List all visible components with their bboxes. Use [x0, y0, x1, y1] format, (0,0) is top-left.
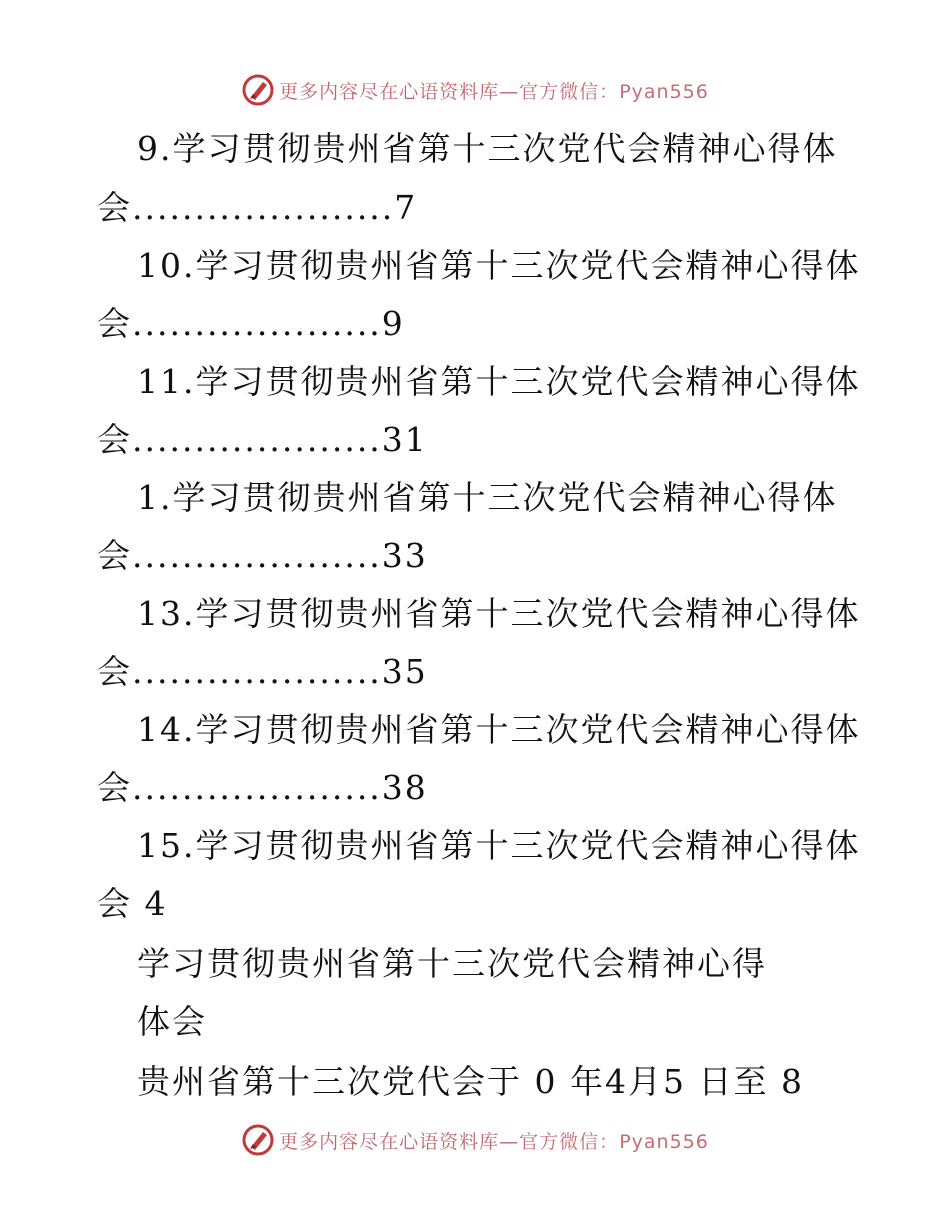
article-title-cont: 体会 — [137, 1002, 207, 1041]
toc-entry-page: 会....................38 — [97, 768, 428, 807]
banner-text: 更多内容尽在心语资料库—官方微信：Pyan556 — [279, 1130, 709, 1153]
toc-entry-page: 会.....................7 — [97, 188, 418, 227]
pen-logo-icon — [241, 1123, 275, 1157]
toc-entry-page: 会....................33 — [97, 536, 428, 575]
toc-entry-page: 会 4 — [97, 884, 168, 923]
toc-entry-title: 13.学习贯彻贵州省第十三次党代会精神心得体 — [137, 594, 861, 633]
toc-entry-title: 14.学习贯彻贵州省第十三次党代会精神心得体 — [137, 710, 861, 749]
toc-entry-page: 会....................9 — [97, 304, 405, 343]
toc-entry-title: 1.学习贯彻贵州省第十三次党代会精神心得体 — [137, 478, 838, 517]
toc-entry-title: 9.学习贯彻贵州省第十三次党代会精神心得体 — [137, 129, 838, 168]
toc-entry-title: 11.学习贯彻贵州省第十三次党代会精神心得体 — [137, 362, 861, 401]
pen-logo-icon — [241, 73, 275, 107]
toc-entry-page: 会....................35 — [97, 652, 428, 691]
header-banner — [0, 70, 950, 110]
toc-entry-title: 15.学习贯彻贵州省第十三次党代会精神心得体 — [137, 826, 861, 865]
banner-text: 更多内容尽在心语资料库—官方微信：Pyan556 — [279, 80, 709, 103]
toc-entry-page: 会....................31 — [97, 420, 428, 459]
paragraph-text: 贵州省第十三次党代会于 0 年4月5 日至 8 — [137, 1062, 804, 1101]
footer-banner — [0, 1120, 950, 1160]
toc-entry-title: 10.学习贯彻贵州省第十三次党代会精神心得体 — [137, 246, 861, 285]
article-title: 学习贯彻贵州省第十三次党代会精神心得 — [137, 944, 767, 983]
